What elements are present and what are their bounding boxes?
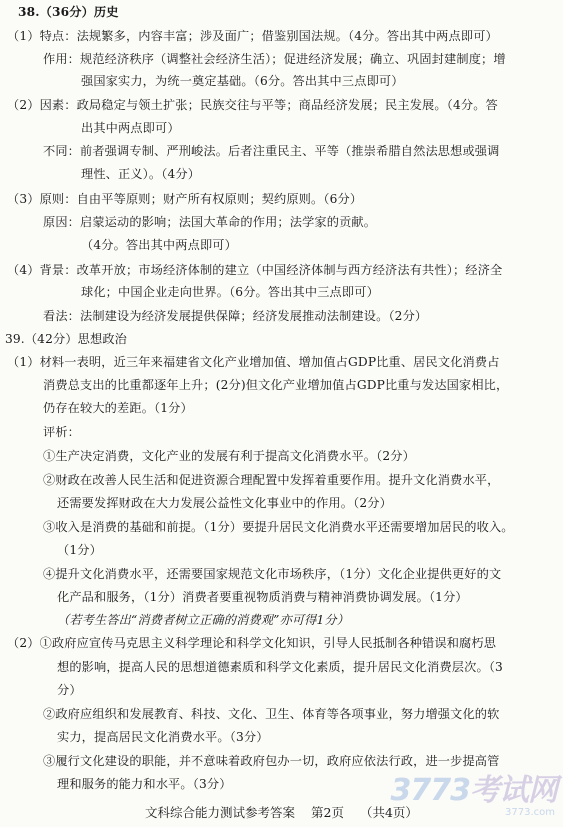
answer-line: （4）背景：改革开放；市场经济体制的建立（中国经济体制与西方经济法有共性）；经济全: [7, 263, 503, 277]
answer-line: 理性、正义）。（4分）: [81, 167, 201, 181]
footer-page-number: 第2页: [311, 805, 344, 820]
watermark-logo: [391, 775, 558, 819]
footer-page-total: （共4页）: [359, 805, 418, 820]
answer-line: ③履行文化建设的职能，并不意味着政府包办一切，政府应依法行政，进一步提高管: [43, 754, 500, 768]
footer-title: 文科综合能力测试参考答案: [145, 805, 296, 820]
answer-line: 评析：: [43, 425, 81, 439]
answer-line: ④提升文化消费水平，还需要国家规范文化市场秩序，（1分）文化企业提供更好的文: [43, 567, 502, 581]
answer-line: （1）特点：法规繁多，内容丰富；涉及面广；借鉴别国法规。（4分。答出其中两点即可）: [7, 29, 498, 43]
answer-line: 作用：规范经济秩序（调整社会经济生活）；促进经济发展；确立、巩固封建制度；增: [43, 52, 506, 66]
answer-line: 化产品和服务，（1分）消费者要重视物质消费与精神消费协调发展。（1分）: [57, 590, 468, 604]
answer-line: 分）: [57, 683, 82, 697]
answer-line: 仍存在较大的差距。（1分）: [43, 401, 193, 415]
watermark-brand-text: 考试网: [470, 773, 557, 808]
answer-line: ③收入是消费的基础和前提。（1分）要提升居民文化消费水平还需要增加居民的收入。: [43, 520, 514, 534]
answer-line: ②政府应组织和发展教育、科技、文化、卫生、体育等各项事业，努力增强文化的软: [43, 707, 500, 721]
answer-line: 原因：启蒙运动的影响；法国大革命的作用；法学家的贡献。: [43, 215, 377, 229]
answer-line: 不同：前者强调专制、严刑峻法。后者注重民主、平等（推崇希腊自然法思想或强调: [43, 144, 500, 158]
answer-line: 还需要发挥财政在大力发展公益性文化事业中的作用。（2分）: [57, 496, 392, 510]
answer-line: ①生产决定消费，文化产业的发展有利于提高文化消费水平。（2分）: [43, 449, 415, 463]
answer-line: 强国家实力，为统一奠定基础。（6分。答出其中三点即可）: [81, 74, 404, 88]
answer-line: 看法：法制建设为经济发展提供保障；经济发展推动法制建设。（2分）: [43, 309, 428, 323]
answer-line: 理和服务的能力和水平。（3分）: [57, 777, 232, 791]
answer-line: （1分）: [57, 543, 102, 557]
answer-line: 球化；中国企业走向世界。（6分。答出其中三点即可）: [81, 285, 379, 299]
answer-line: 39.（42分）思想政治: [5, 332, 128, 346]
answer-line: （3）原则：自由平等原则；财产所有权原则；契约原则。（6分）: [7, 192, 363, 206]
answer-line: 38.（36分）历史: [18, 5, 119, 19]
watermark-brand-number: 3773: [390, 773, 470, 808]
watermark-url: 3773.com: [505, 807, 555, 818]
answer-line: 消费总支出的比重都逐年上升；(2分)但文化产业增加值占GDP比重与发达国家相比，: [43, 378, 509, 392]
answer-line: 实力，提高居民文化消费水平。（3分）: [57, 730, 269, 744]
answer-line: （4分。答出其中两点即可）: [81, 238, 237, 252]
answer-line: （若考生答出“消费者树立正确的消费观”亦可得1分）: [57, 613, 350, 627]
answer-line: （2）①政府应宣传马克思主义科学理论和科学文化知识，引导人民抵制各种错误和腐朽思: [7, 636, 497, 650]
answer-line: （2）因素：政局稳定与领土扩张；民族交往与平等；商品经济发展；民主发展。（4分。答: [7, 98, 498, 112]
answer-line: （1）材料一表明，近三年来福建省文化产业增加值、增加值占GDP比重、居民文化消费占: [7, 355, 500, 369]
answer-line: 出其中两点即可）: [81, 121, 180, 135]
answer-line: ②财政在改善人民生活和促进资源合理配置中发挥着重要作用。提升文化消费水平，: [43, 473, 500, 487]
answer-line: 想的影响，提高人民的思想道德素质和科学文化素质，提升居民文化消费层次。（3: [57, 660, 503, 674]
